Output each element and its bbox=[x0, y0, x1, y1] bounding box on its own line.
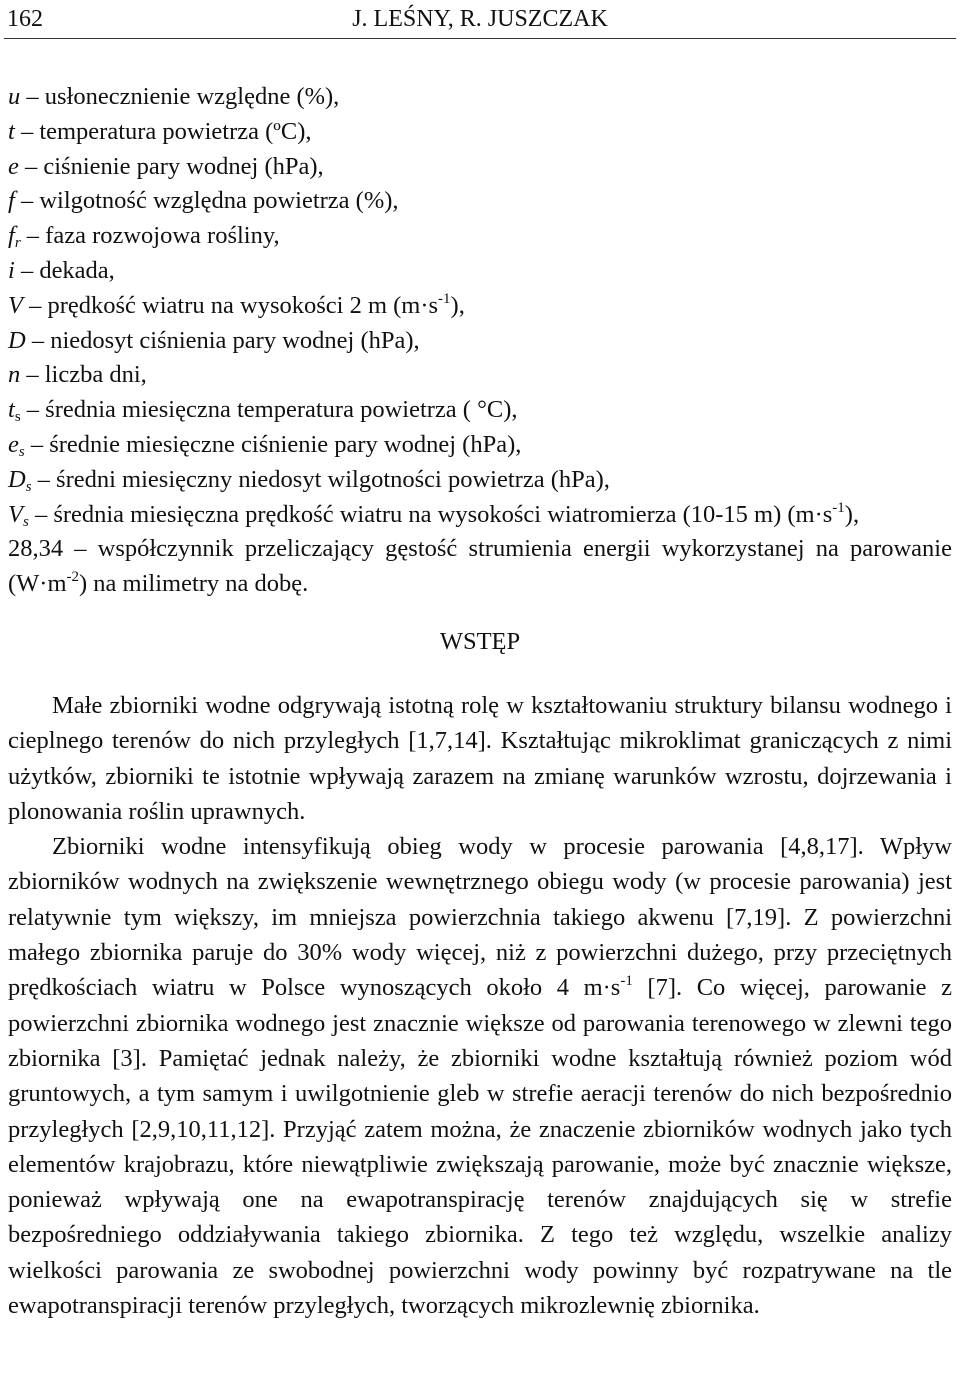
definition-text: – wilgotność względna powietrza (%), bbox=[14, 187, 399, 215]
definition-superscript: -1 bbox=[438, 290, 451, 307]
definition-text: – ciśnienie pary wodnej (hPa), bbox=[18, 152, 324, 180]
definition-symbol: e bbox=[8, 430, 19, 458]
definition-item bbox=[8, 289, 952, 324]
definition-item bbox=[8, 150, 952, 185]
coefficient-text: 28,34 – współczynnik przeliczający gęstość strumienia energii wykorzystanej na parowanie (W·m bbox=[8, 535, 952, 598]
symbol-definitions bbox=[8, 80, 952, 602]
definition-subscript: s bbox=[25, 478, 32, 495]
section-title: WSTĘP bbox=[439, 628, 521, 655]
definition-symbol: u bbox=[8, 83, 21, 110]
paragraph-2-part-1: Zbiorniki wodne intensyfikują obieg wody w procesie parowania [4,8,17]. Wpływ zbiorników wodnych na zwiększenie wewnętrznego obiegu wody (w procesie parowania) jest relatywnie tym większy, im mniejsza powierzchnia takiego akwenu [7,19]. Z powierzchni małego zbiornika paruje do 30% wody więcej, niż z powierzchni dużego, przy przeciętnych prędkościach wiatru w Polsce wynoszących około 4 m·s bbox=[8, 833, 952, 1002]
definition-symbol: t bbox=[8, 117, 15, 145]
definition-text: – dekada, bbox=[14, 256, 115, 284]
definition-text: – niedosyt ciśnienia pary wodnej (hPa), bbox=[25, 326, 420, 354]
coefficient-text-end: ) na milimetry na dobę. bbox=[79, 570, 309, 598]
definition-text: – średnie miesięczne ciśnienie pary wodnej (hPa), bbox=[24, 430, 522, 458]
definition-subscript: s bbox=[22, 513, 29, 530]
definition-superscript: -1 bbox=[832, 499, 845, 516]
definition-symbol: e bbox=[8, 152, 19, 180]
definition-symbol: D bbox=[8, 465, 26, 493]
definition-item bbox=[8, 428, 952, 463]
definition-text: – średnia miesięczna prędkość wiatru na wysokości wiatromierza (10-15 m) (m·s bbox=[28, 500, 833, 528]
paragraph-1: Małe zbiorniki wodne odgrywają istotną rolę w kształtowaniu struktury bilansu wodnego i cieplnego terenów do nich przyległych [1,7,14]. Kształtując mikroklimat graniczących z nimi użytków, zbiorniki te istotnie wpływają zarazem na zmianę warunków wzrostu, dojrzewania i plonowania roślin uprawnych. bbox=[8, 692, 952, 825]
definition-text: – średni miesięczny niedosyt wilgotności powietrza (hPa), bbox=[31, 465, 610, 493]
definition-text: – temperatura powietrza (ºC), bbox=[14, 117, 312, 145]
definition-item bbox=[8, 80, 952, 115]
definition-item bbox=[8, 358, 952, 393]
coefficient-definition bbox=[8, 532, 952, 602]
definition-symbol: V bbox=[8, 500, 23, 528]
definition-item bbox=[8, 254, 952, 289]
coefficient-superscript: -2 bbox=[66, 569, 79, 586]
definition-symbol: f bbox=[8, 187, 15, 215]
definition-item bbox=[8, 393, 952, 428]
definition-text: – usłonecznienie względne (%), bbox=[20, 83, 340, 110]
definition-item bbox=[8, 115, 952, 150]
definition-symbol: n bbox=[8, 361, 21, 389]
paragraph-2-part-2: [7]. Co więcej, parowanie z powierzchni zbiornika wodnego jest znacznie większe od parowania terenowego w zlewni tego zbiornika [3]. Pamiętać jednak należy, że zbiorniki wodne kształtują również poziom wód gruntowych, a tym samym i uwilgotnienie gleb w strefie aeracji terenów do nich bezpośrednio przyległych [2,9,10,11,12]. Przyjąć zatem można, że znaczenie zbiorników wodnych jako tych elementów krajobrazu, które niewątpliwie zwiększają parowanie, może być znacznie większe, ponieważ wpływają one na ewapotranspirację terenów znajdujących się w strefie bezpośredniego oddziaływania takiego zbiornika. Z tego też względu, wszelkie analizy wielkości parowania ze swobodnej powierzchni wody powinny być rozpatrywane na tle ewapotranspiracji terenów przyległych, tworzących mikrozlewnię zbiornika. bbox=[8, 974, 952, 1320]
definition-item bbox=[8, 498, 952, 533]
paragraph-2 bbox=[8, 829, 952, 1323]
definition-item bbox=[8, 324, 952, 359]
page-number: 162 bbox=[7, 6, 43, 32]
definition-item bbox=[8, 219, 952, 254]
definition-text: – prędkość wiatru na wysokości 2 m (m·s bbox=[22, 291, 439, 319]
header-rule bbox=[4, 38, 956, 39]
definition-symbol: V bbox=[8, 291, 23, 319]
definition-symbol: t bbox=[8, 396, 15, 424]
definition-text: – liczba dni, bbox=[20, 361, 147, 389]
running-head: J. LEŚNY, R. JUSZCZAK bbox=[352, 6, 608, 32]
definition-subscript: s bbox=[14, 409, 21, 426]
definition-text-end: ), bbox=[450, 291, 465, 319]
definition-symbol: D bbox=[8, 326, 26, 354]
definition-text: – średnia miesięczna temperatura powietrza ( °C), bbox=[20, 396, 518, 424]
body-text bbox=[8, 688, 952, 1323]
definition-text: – faza rozwojowa rośliny, bbox=[20, 222, 280, 250]
definition-symbol: i bbox=[8, 256, 15, 284]
page-header bbox=[0, 0, 960, 40]
definition-text-end: ), bbox=[844, 500, 860, 528]
definition-item bbox=[8, 184, 952, 219]
definition-subscript: s bbox=[18, 443, 25, 460]
definition-symbol: f bbox=[8, 222, 15, 250]
paragraph-2-superscript: -1 bbox=[620, 973, 633, 990]
definition-item bbox=[8, 463, 952, 498]
definition-subscript: r bbox=[14, 235, 21, 252]
